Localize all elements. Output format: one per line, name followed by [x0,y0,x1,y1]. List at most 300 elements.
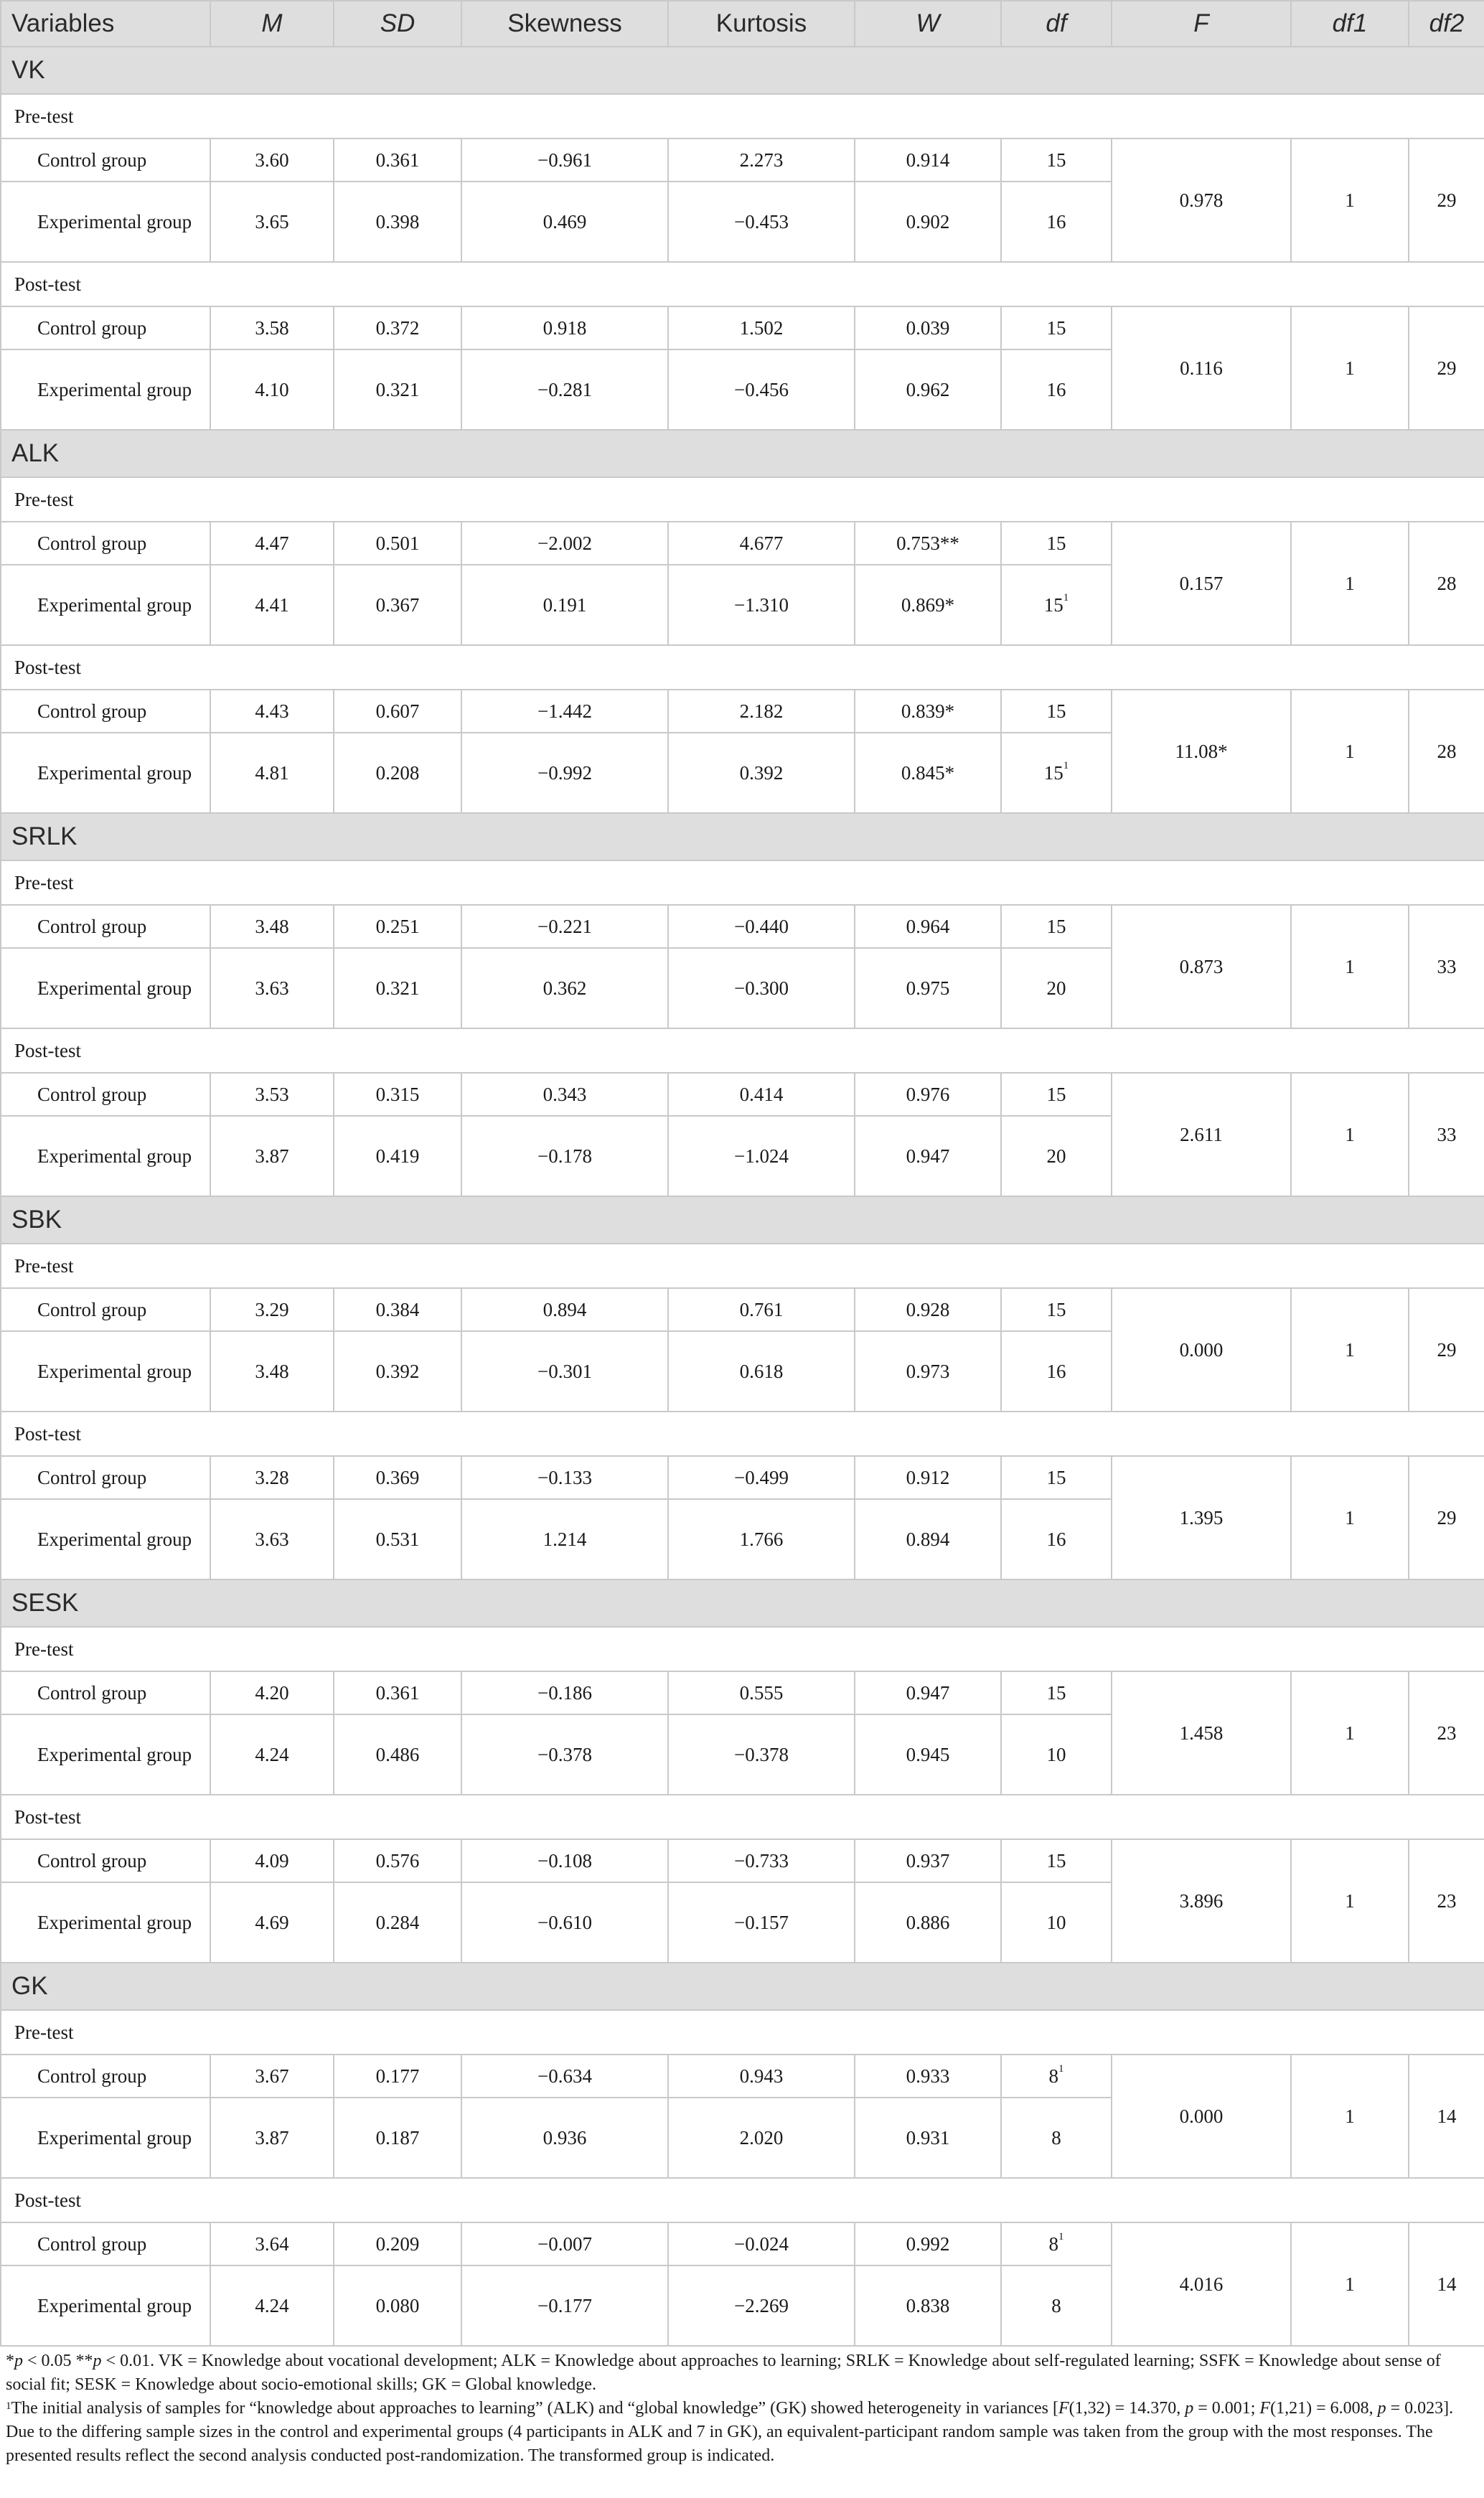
control-group-row [1,690,1484,733]
sd-cell: 0.367 [334,565,461,645]
skewness-cell: 0.894 [461,1288,668,1331]
footnote-text-a: The initial analysis of samples for “knowledge about approaches to learning” (ALK) and “global knowledge” (GK) showed heterogeneity in variances [ [11,2399,1058,2418]
f-cell: 11.08* [1112,690,1291,813]
section-row [1,430,1484,477]
pre-test-row [1,94,1484,138]
w-cell: 0.933 [855,2055,1001,2098]
post-test-label: Post-test [1,1028,1484,1073]
footnote-sig-text-2: < 0.01. VK = Knowledge about vocational development; ALK = Knowledge about approaches to learning; SRLK = Knowledge about self-regulated learning; SSFK = Knowledge about sense of social fit; SESK = Knowledge about socio-emotional skills; GK = Global knowledge. [6,2352,1441,2394]
skewness-cell: −0.610 [461,1882,668,1963]
post-test-row [1,1412,1484,1456]
skewness-cell: 0.936 [461,2098,668,2178]
df-cell [1001,349,1112,430]
w-cell: 0.964 [855,905,1001,948]
section-row [1,47,1484,94]
control-group-row [1,138,1484,182]
group-label: Experimental group [1,1116,210,1196]
kurtosis-cell: 2.273 [668,138,855,182]
group-label: Experimental group [1,349,210,430]
w-cell: 0.894 [855,1499,1001,1579]
df-cell [1001,1882,1112,1963]
df2-cell: 28 [1409,690,1484,813]
group-label: Experimental group [1,1714,210,1795]
w-cell: 0.962 [855,349,1001,430]
df-value: 10 [1046,1743,1066,1765]
control-group-row [1,1456,1484,1499]
group-label: Experimental group [1,2098,210,2178]
pre-test-row [1,2010,1484,2055]
skewness-cell: −0.301 [461,1331,668,1412]
post-test-label: Post-test [1,1412,1484,1456]
w-cell: 0.931 [855,2098,1001,2178]
df-cell [1001,2222,1112,2265]
group-label: Control group [1,1073,210,1116]
pre-test-label: Pre-test [1,477,1484,522]
w-cell: 0.845* [855,733,1001,813]
sd-cell: 0.080 [334,2265,461,2346]
sd-cell: 0.321 [334,948,461,1028]
post-test-row [1,1795,1484,1839]
df-transform-marker: 1 [1063,591,1069,604]
control-group-row [1,905,1484,948]
kurtosis-cell: −0.300 [668,948,855,1028]
control-group-row [1,306,1484,349]
mean-cell: 4.10 [210,349,334,430]
w-cell: 0.947 [855,1116,1001,1196]
kurtosis-cell: −2.269 [668,2265,855,2346]
kurtosis-cell: −0.453 [668,182,855,262]
df-cell [1001,2265,1112,2346]
mean-cell: 3.64 [210,2222,334,2265]
sd-cell: 0.208 [334,733,461,813]
header-variables: Variables [1,1,210,47]
post-test-row [1,645,1484,690]
mean-cell: 3.48 [210,1331,334,1412]
post-test-label: Post-test [1,1795,1484,1839]
w-cell: 0.937 [855,1839,1001,1882]
skewness-cell: −0.178 [461,1116,668,1196]
df-cell [1001,2055,1112,2098]
df-value: 8 [1048,2232,1058,2255]
mean-cell: 4.24 [210,2265,334,2346]
df1-cell: 1 [1291,306,1409,430]
header-df1: df1 [1291,1,1409,47]
df1-cell: 1 [1291,138,1409,262]
df-value: 15 [1046,915,1066,937]
skewness-cell: −0.961 [461,138,668,182]
skewness-cell: −1.442 [461,690,668,733]
df2-cell: 14 [1409,2222,1484,2346]
pre-test-label: Pre-test [1,860,1484,905]
sd-cell: 0.607 [334,690,461,733]
group-label: Experimental group [1,1882,210,1963]
group-label: Control group [1,2222,210,2265]
df1-cell: 1 [1291,1288,1409,1412]
skewness-cell: 0.343 [461,1073,668,1116]
df-value: 15 [1043,593,1063,616]
header-skewness: Skewness [461,1,668,47]
footnote-sig-text-1: < 0.05 ** [23,2352,93,2370]
mean-cell: 3.63 [210,1499,334,1579]
f-cell: 0.157 [1112,522,1291,645]
df-cell [1001,182,1112,262]
footnote-p-symbol: p [14,2352,23,2370]
w-cell: 0.945 [855,1714,1001,1795]
header-w: W [855,1,1001,47]
df-cell [1001,138,1112,182]
footnote-p-symbol: p [1185,2399,1194,2418]
sd-cell: 0.369 [334,1456,461,1499]
df-cell [1001,2098,1112,2178]
skewness-cell: 0.191 [461,565,668,645]
df2-cell: 33 [1409,1073,1484,1196]
post-test-label: Post-test [1,262,1484,306]
post-test-label: Post-test [1,645,1484,690]
sd-cell: 0.384 [334,1288,461,1331]
pre-test-label: Pre-test [1,1627,1484,1671]
footnote-text-d: (1,21) = 6.008, [1270,2399,1378,2418]
df2-cell: 14 [1409,2055,1484,2178]
header-mean: M [210,1,334,47]
group-label: Experimental group [1,733,210,813]
df-transform-marker: 1 [1063,759,1069,771]
sd-cell: 0.209 [334,2222,461,2265]
skewness-cell: −2.002 [461,522,668,565]
df-value: 15 [1046,316,1066,339]
sd-cell: 0.187 [334,2098,461,2178]
df-value: 20 [1046,1145,1066,1167]
df2-cell: 28 [1409,522,1484,645]
kurtosis-cell: 0.618 [668,1331,855,1412]
df1-cell: 1 [1291,2055,1409,2178]
post-test-row [1,262,1484,306]
header-sd: SD [334,1,461,47]
group-label: Control group [1,690,210,733]
f-cell: 3.896 [1112,1839,1291,1963]
w-cell: 0.039 [855,306,1001,349]
df-value: 15 [1046,149,1066,171]
df-cell [1001,1073,1112,1116]
w-cell: 0.973 [855,1331,1001,1412]
post-test-label: Post-test [1,2178,1484,2222]
footnote-f-symbol: F [1259,2399,1271,2418]
header-f: F [1112,1,1291,47]
post-test-row [1,1028,1484,1073]
skewness-cell: 1.214 [461,1499,668,1579]
f-cell: 2.611 [1112,1073,1291,1196]
group-label: Control group [1,905,210,948]
sd-cell: 0.251 [334,905,461,948]
df2-cell: 29 [1409,138,1484,262]
df-value: 16 [1046,1528,1066,1550]
skewness-cell: −0.378 [461,1714,668,1795]
section-row [1,1963,1484,2010]
sd-cell: 0.392 [334,1331,461,1412]
footnote-text-e: = 0.023]. Due to the differing sample sizes in the control and experimental groups (4 participants in ALK and 7 in GK), an equivalent-participant random sample was taken from the group with the most responses. The presented results reflect the second analysis conducted post-randomization. The transformed group is indicated. [6,2399,1454,2465]
df1-cell: 1 [1291,2222,1409,2346]
df2-cell: 23 [1409,1839,1484,1963]
group-label: Control group [1,306,210,349]
mean-cell: 3.29 [210,1288,334,1331]
kurtosis-cell: 2.020 [668,2098,855,2178]
df-value: 16 [1046,378,1066,400]
df-value: 8 [1051,2126,1061,2149]
w-cell: 0.947 [855,1671,1001,1714]
group-label: Control group [1,138,210,182]
df1-cell: 1 [1291,1073,1409,1196]
sd-cell: 0.361 [334,1671,461,1714]
kurtosis-cell: 0.943 [668,2055,855,2098]
sd-cell: 0.398 [334,182,461,262]
df-value: 15 [1046,700,1066,722]
table-body [1,47,1484,2346]
kurtosis-cell: −0.440 [668,905,855,948]
mean-cell: 3.58 [210,306,334,349]
section-title: VK [1,47,1484,94]
df-cell [1001,733,1112,813]
kurtosis-cell: 0.555 [668,1671,855,1714]
section-title: GK [1,1963,1484,2010]
section-title: ALK [1,430,1484,477]
skewness-cell: −0.108 [461,1839,668,1882]
group-label: Experimental group [1,182,210,262]
mean-cell: 4.43 [210,690,334,733]
df-cell [1001,1456,1112,1499]
kurtosis-cell: −0.733 [668,1839,855,1882]
w-cell: 0.912 [855,1456,1001,1499]
df2-cell: 33 [1409,905,1484,1028]
sd-cell: 0.576 [334,1839,461,1882]
section-title: SRLK [1,813,1484,860]
kurtosis-cell: 4.677 [668,522,855,565]
group-label: Experimental group [1,1499,210,1579]
df-value: 16 [1046,210,1066,233]
group-label: Experimental group [1,565,210,645]
w-cell: 0.992 [855,2222,1001,2265]
sd-cell: 0.361 [334,138,461,182]
sd-cell: 0.315 [334,1073,461,1116]
mean-cell: 3.63 [210,948,334,1028]
df1-cell: 1 [1291,522,1409,645]
mean-cell: 4.69 [210,1882,334,1963]
df-cell [1001,565,1112,645]
pre-test-row [1,1244,1484,1288]
kurtosis-cell: 0.761 [668,1288,855,1331]
mean-cell: 3.67 [210,2055,334,2098]
skewness-cell: 0.918 [461,306,668,349]
header-df: df [1001,1,1112,47]
mean-cell: 3.28 [210,1456,334,1499]
df-value: 8 [1048,2065,1058,2087]
f-cell: 0.000 [1112,2055,1291,2178]
footnote-marker: 1 [6,2400,11,2412]
skewness-cell: 0.362 [461,948,668,1028]
w-cell: 0.902 [855,182,1001,262]
footnote-significance: *p < 0.05 **p < 0.01. VK = Knowledge about vocational development; ALK = Knowledge about approaches to learning; SRLK = Knowledge about self-regulated learning; SSFK = Knowledge about sense of social fit; SESK = Knowledge about socio-emotional skills; GK = Global knowledge. [6,2352,1441,2394]
df2-cell: 29 [1409,1288,1484,1412]
df-cell [1001,1714,1112,1795]
df-value: 15 [1046,1681,1066,1704]
section-row [1,813,1484,860]
footnote-transformation [6,2397,1470,2468]
skewness-cell: −0.221 [461,905,668,948]
control-group-row [1,1839,1484,1882]
df-value: 20 [1046,977,1066,999]
kurtosis-cell: −0.024 [668,2222,855,2265]
f-cell: 0.116 [1112,306,1291,430]
mean-cell: 3.60 [210,138,334,182]
section-row [1,1579,1484,1627]
df-value: 16 [1046,1360,1066,1382]
footnote-p-symbol: p [93,2352,102,2370]
control-group-row [1,2055,1484,2098]
df-value: 8 [1051,2294,1061,2316]
control-group-row [1,2222,1484,2265]
df2-cell: 23 [1409,1671,1484,1795]
section-title: SESK [1,1579,1484,1627]
sd-cell: 0.501 [334,522,461,565]
group-label: Control group [1,1456,210,1499]
kurtosis-cell: −0.499 [668,1456,855,1499]
mean-cell: 3.65 [210,182,334,262]
w-cell: 0.753** [855,522,1001,565]
mean-cell: 4.20 [210,1671,334,1714]
df-cell [1001,905,1112,948]
table-footnotes [0,2349,1470,2468]
footnote-p-symbol: p [1377,2399,1386,2418]
df-transform-marker: 1 [1058,2230,1064,2243]
w-cell: 0.886 [855,1882,1001,1963]
skewness-cell: −0.992 [461,733,668,813]
df2-cell: 29 [1409,306,1484,430]
df-value: 15 [1046,532,1066,554]
df-cell [1001,1116,1112,1196]
df-value: 15 [1046,1083,1066,1105]
kurtosis-cell: −0.378 [668,1714,855,1795]
pre-test-row [1,477,1484,522]
df-value: 10 [1046,1911,1066,1933]
sd-cell: 0.177 [334,2055,461,2098]
mean-cell: 3.48 [210,905,334,948]
w-cell: 0.838 [855,2265,1001,2346]
f-cell: 0.000 [1112,1288,1291,1412]
df-cell [1001,522,1112,565]
group-label: Control group [1,1288,210,1331]
section-title: SBK [1,1196,1484,1244]
kurtosis-cell: −0.157 [668,1882,855,1963]
kurtosis-cell: 0.392 [668,733,855,813]
df-transform-marker: 1 [1058,2062,1064,2075]
skewness-cell: −0.186 [461,1671,668,1714]
pre-test-row [1,1627,1484,1671]
skewness-cell: −0.133 [461,1456,668,1499]
header-row [1,1,1484,47]
w-cell: 0.869* [855,565,1001,645]
w-cell: 0.975 [855,948,1001,1028]
skewness-cell: −0.007 [461,2222,668,2265]
skewness-cell: −0.634 [461,2055,668,2098]
df2-cell: 29 [1409,1456,1484,1579]
f-cell: 4.016 [1112,2222,1291,2346]
df-cell [1001,690,1112,733]
df-value: 15 [1046,1298,1066,1320]
skewness-cell: −0.281 [461,349,668,430]
group-label: Control group [1,1839,210,1882]
w-cell: 0.839* [855,690,1001,733]
pre-test-label: Pre-test [1,1244,1484,1288]
mean-cell: 4.41 [210,565,334,645]
control-group-row [1,522,1484,565]
sd-cell: 0.321 [334,349,461,430]
df1-cell: 1 [1291,1456,1409,1579]
control-group-row [1,1288,1484,1331]
kurtosis-cell: 1.766 [668,1499,855,1579]
df-cell [1001,948,1112,1028]
df1-cell: 1 [1291,690,1409,813]
kurtosis-cell: −1.024 [668,1116,855,1196]
footnote-f-symbol: F [1058,2399,1069,2418]
sd-cell: 0.284 [334,1882,461,1963]
df-cell [1001,1671,1112,1714]
w-cell: 0.914 [855,138,1001,182]
df-cell [1001,1499,1112,1579]
group-label: Control group [1,522,210,565]
df-cell [1001,1331,1112,1412]
df-cell [1001,1288,1112,1331]
group-label: Control group [1,2055,210,2098]
df1-cell: 1 [1291,1839,1409,1963]
control-group-row [1,1073,1484,1116]
mean-cell: 4.47 [210,522,334,565]
mean-cell: 3.53 [210,1073,334,1116]
kurtosis-cell: 2.182 [668,690,855,733]
w-cell: 0.928 [855,1288,1001,1331]
df1-cell: 1 [1291,905,1409,1028]
sd-cell: 0.531 [334,1499,461,1579]
mean-cell: 3.87 [210,2098,334,2178]
pre-test-label: Pre-test [1,94,1484,138]
pre-test-row [1,860,1484,905]
mean-cell: 3.87 [210,1116,334,1196]
group-label: Experimental group [1,948,210,1028]
header-kurtosis: Kurtosis [668,1,855,47]
df-value: 15 [1043,761,1063,784]
group-label: Control group [1,1671,210,1714]
sd-cell: 0.419 [334,1116,461,1196]
kurtosis-cell: 0.414 [668,1073,855,1116]
kurtosis-cell: −0.456 [668,349,855,430]
header-df2: df2 [1409,1,1484,47]
w-cell: 0.976 [855,1073,1001,1116]
df1-cell: 1 [1291,1671,1409,1795]
kurtosis-cell: 1.502 [668,306,855,349]
skewness-cell: −0.177 [461,2265,668,2346]
footnote-text-b: (1,32) = 14.370, [1069,2399,1185,2418]
mean-cell: 4.81 [210,733,334,813]
group-label: Experimental group [1,1331,210,1412]
f-cell: 0.978 [1112,138,1291,262]
f-cell: 1.395 [1112,1456,1291,1579]
df-value: 15 [1046,1849,1066,1872]
kurtosis-cell: −1.310 [668,565,855,645]
group-label: Experimental group [1,2265,210,2346]
footnote-text-c: = 0.001; [1193,2399,1260,2418]
post-test-row [1,2178,1484,2222]
control-group-row [1,1671,1484,1714]
pre-test-label: Pre-test [1,2010,1484,2055]
mean-cell: 4.09 [210,1839,334,1882]
mean-cell: 4.24 [210,1714,334,1795]
